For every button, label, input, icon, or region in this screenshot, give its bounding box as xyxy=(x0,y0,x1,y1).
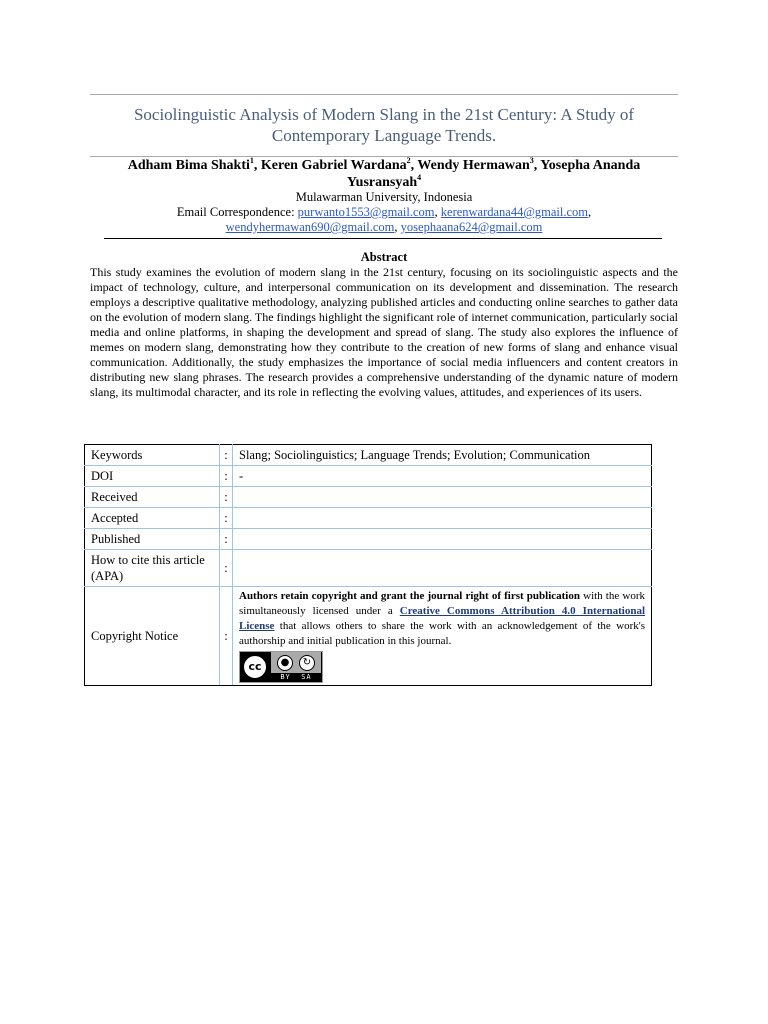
row-value xyxy=(233,529,652,550)
row-label: How to cite this article (APA) xyxy=(85,550,220,587)
license-link[interactable]: Creative Commons Attribution 4.0 International License xyxy=(239,605,645,632)
author-sup: 4 xyxy=(417,173,422,182)
email-link[interactable]: wendyhermawan690@gmail.com xyxy=(225,220,395,234)
row-value xyxy=(233,550,652,587)
table-row xyxy=(85,587,652,686)
table-row xyxy=(85,466,652,487)
table-row xyxy=(85,550,652,587)
row-colon: : xyxy=(220,466,233,487)
row-colon: : xyxy=(220,529,233,550)
row-value xyxy=(233,508,652,529)
paper-title: Sociolinguistic Analysis of Modern Slang in the 21st Century: A Study of Contemporary Language Trends. xyxy=(133,105,635,145)
email-link[interactable]: yosephaana624@gmail.com xyxy=(400,220,543,234)
top-rule xyxy=(90,94,678,95)
copyright-bold: Authors retain copyright and grant the journal right of first publication xyxy=(239,590,580,602)
email-link[interactable]: purwanto1553@gmail.com xyxy=(297,205,435,219)
affiliation: Mulawarman University, Indonesia xyxy=(295,190,473,204)
email-rule xyxy=(104,238,662,239)
copyright-part: with the work simultaneously licensed under a xyxy=(239,590,645,617)
row-label: DOI xyxy=(85,466,220,487)
abstract-heading: Abstract xyxy=(360,250,408,264)
article-info-table xyxy=(84,444,652,686)
row-label: Accepted xyxy=(85,508,220,529)
author-separator: , xyxy=(253,158,261,173)
author-sup: 3 xyxy=(529,156,534,165)
row-colon: : xyxy=(220,587,233,686)
table-row xyxy=(85,529,652,550)
author-name: Keren Gabriel Wardana xyxy=(260,158,407,173)
author-sup: 1 xyxy=(249,156,254,165)
badge-sa-text: SA xyxy=(301,673,312,681)
share-alike-icon: ↻ xyxy=(299,655,315,671)
row-value: Slang; Sociolinguistics; Language Trends; Evolution; Communication xyxy=(233,445,652,466)
row-colon: : xyxy=(220,487,233,508)
row-colon: : xyxy=(220,550,233,587)
author-separator: , xyxy=(410,158,418,173)
author-list xyxy=(110,157,658,191)
author-separator: , xyxy=(533,158,541,173)
row-label: Received xyxy=(85,487,220,508)
copyright-cell xyxy=(233,587,652,686)
copyright-part: that allows others to share the work with an acknowledgement of the work's authorship and initial publication in this journal. xyxy=(239,620,645,647)
row-label: Copyright Notice xyxy=(85,587,220,686)
table-row xyxy=(85,508,652,529)
author-name: Wendy Hermawan xyxy=(417,158,530,173)
row-label: Keywords xyxy=(85,445,220,466)
attribution-icon: ● xyxy=(277,655,293,671)
row-colon: : xyxy=(220,445,233,466)
author-name: Adham Bima Shakti xyxy=(127,158,250,173)
cc-icon: cc xyxy=(242,654,268,680)
badge-label xyxy=(271,673,321,682)
copyright-text xyxy=(239,589,645,649)
email-link[interactable]: kerenwardana44@gmail.com xyxy=(440,205,588,219)
author-sup: 2 xyxy=(406,156,411,165)
cc-by-sa-badge[interactable] xyxy=(239,651,323,683)
table-row xyxy=(85,487,652,508)
email-correspondence: Email Correspondence: purwanto1553@gmail.com, kerenwardana44@gmail.com, wendyhermawan690@gmail.com, yosephaana624@gmail.com xyxy=(176,205,592,234)
row-value: - xyxy=(233,466,652,487)
email-label: Email Correspondence: xyxy=(176,205,298,219)
row-colon: : xyxy=(220,508,233,529)
row-label: Published xyxy=(85,529,220,550)
table-row xyxy=(85,445,652,466)
author-name: Yosepha Ananda Yusransyah xyxy=(346,158,641,190)
abstract-body: This study examines the evolution of modern slang in the 21st century, focusing on its sociolinguistic aspects and the impact of technology, culture, and interpersonal communication on its development and dissemination. The research employs a descriptive qualitative methodology, analyzing published articles and conducting online searches to gather data on the evolution of modern slang. The findings highlight the significant role of internet communication, particularly social media and online platforms, in shaping the development and spread of slang. The study also explores the influence of memes on modern slang, demonstrating how they contribute to the creation of new forms of slang and enhance visual communication. Additionally, the study emphasizes the importance of social media influencers and content creators in distributing new slang phrases. The research provides a comprehensive understanding of the dynamic nature of modern slang, its multimodal character, and its role in reflecting the evolving values, attitudes, and experiences of its users. xyxy=(90,265,678,399)
row-value xyxy=(233,487,652,508)
badge-by-text: BY xyxy=(280,673,291,681)
